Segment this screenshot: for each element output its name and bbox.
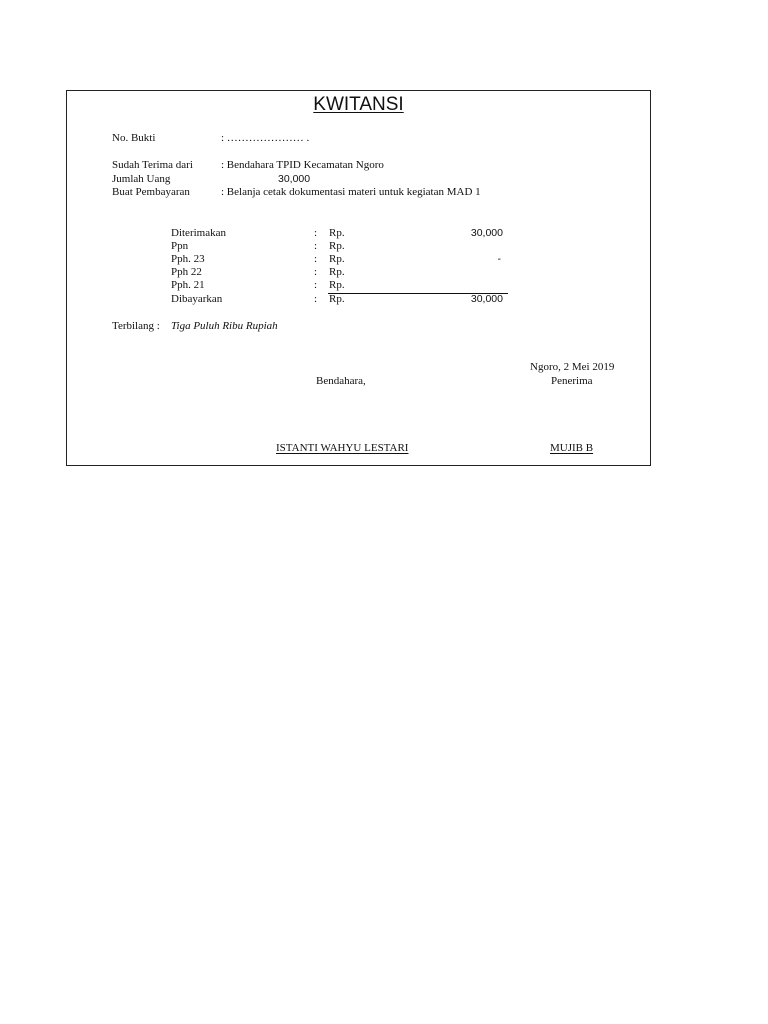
breakdown-label: Pph. 21 — [171, 279, 205, 291]
breakdown-separator: : — [314, 253, 318, 265]
penerima-role: Penerima — [551, 375, 593, 387]
breakdown-label: Diterimakan — [171, 227, 226, 239]
terbilang-label: Terbilang : — [112, 320, 160, 332]
breakdown-label: Dibayarkan — [171, 293, 223, 305]
receipt-frame — [66, 90, 651, 466]
no-bukti-value: : ………………… . — [221, 132, 310, 144]
breakdown-separator: : — [314, 279, 318, 291]
breakdown-separator: : — [314, 240, 318, 252]
breakdown-currency: Rp. — [329, 253, 345, 265]
terbilang-value: Tiga Puluh Ribu Rupiah — [171, 320, 278, 332]
breakdown-amount: - — [497, 253, 501, 265]
breakdown-currency: Rp. — [329, 227, 345, 239]
sudah-terima-dari-value: : Bendahara TPID Kecamatan Ngoro — [221, 159, 384, 171]
breakdown-currency: Rp. — [329, 279, 345, 291]
sudah-terima-dari-label: Sudah Terima dari — [112, 159, 193, 171]
breakdown-label: Ppn — [171, 240, 189, 252]
breakdown-amount: 30,000 — [470, 293, 503, 305]
breakdown-currency: Rp. — [329, 240, 345, 252]
place-date: Ngoro, 2 Mei 2019 — [530, 361, 615, 373]
jumlah-uang-label: Jumlah Uang — [112, 173, 171, 185]
buat-pembayaran-value: : Belanja cetak dokumentasi materi untuk kegiatan MAD 1 — [221, 186, 481, 198]
breakdown-separator: : — [314, 227, 318, 239]
bendahara-name: ISTANTI WAHYU LESTARI — [276, 442, 409, 454]
breakdown-label: Pph 22 — [171, 266, 202, 278]
breakdown-currency: Rp. — [329, 266, 345, 278]
bendahara-role: Bendahara, — [316, 375, 366, 387]
no-bukti-label: No. Bukti — [112, 132, 156, 144]
breakdown-separator: : — [314, 266, 318, 278]
jumlah-uang-value: 30,000 — [278, 173, 311, 185]
breakdown-amount: 30,000 — [470, 227, 503, 239]
penerima-name: MUJIB B — [550, 442, 594, 454]
breakdown-label: Pph. 23 — [171, 253, 205, 265]
breakdown-separator: : — [314, 293, 318, 305]
buat-pembayaran-label: Buat Pembayaran — [112, 186, 190, 198]
receipt-title: KWITANSI — [313, 94, 404, 115]
breakdown-currency: Rp. — [329, 293, 345, 305]
